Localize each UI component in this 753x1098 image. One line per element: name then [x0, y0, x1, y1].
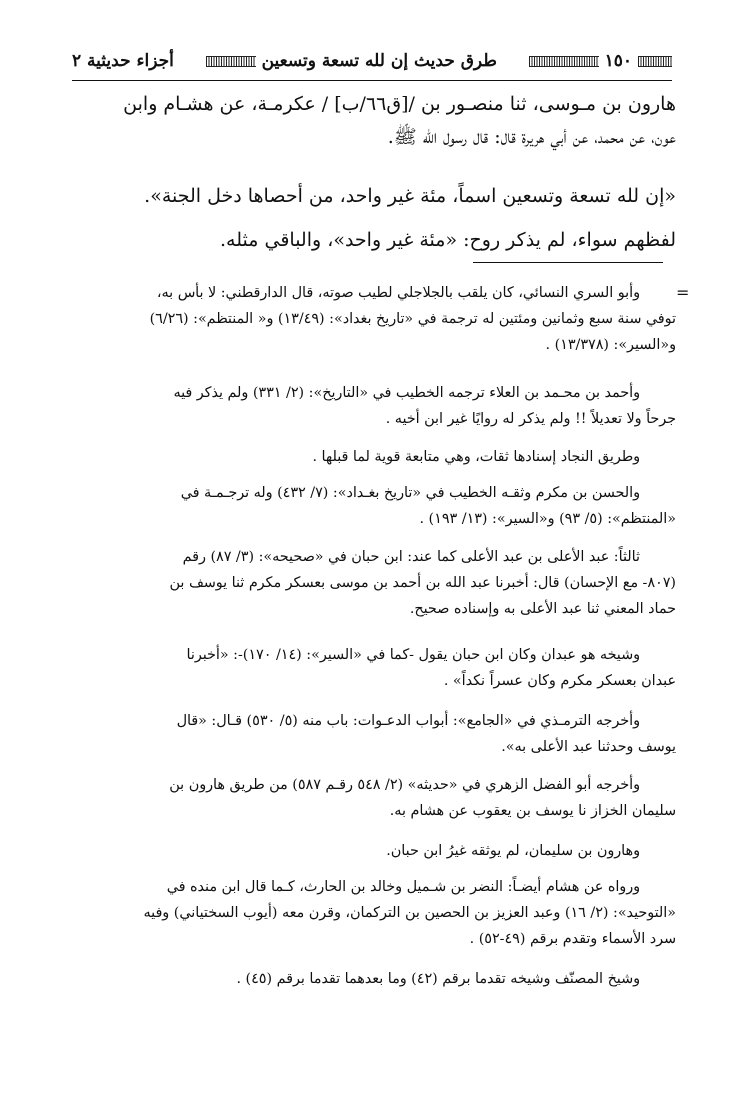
- book-title: طرق حديث إن لله تسعة وتسعين: [261, 51, 497, 71]
- series-title: أجزاء حديثية ٢: [72, 51, 174, 71]
- footnote-line: وأخرجه الترمـذي في «الجامع»: أبواب الدعـوات: باب منه (٥/ ٥٣٠) قـال: «قال: [176, 713, 640, 729]
- header-rule: [72, 80, 672, 81]
- footnote-line: جرحاً ولا تعديلاً !! ولم يذكر له روايًا غير ابن أخيه .: [385, 411, 676, 427]
- running-header: [72, 44, 672, 78]
- footnote-line: ورواه عن هشام أيضـاً: النضر بن شـميل وخالد بن الحارث، كـما قال ابن منده في: [166, 879, 640, 895]
- footnote: [70, 642, 676, 694]
- footnote-line: (٨٠٧- مع الإحسان) قال: أخبرنا عبد الله بن أحمد بن موسى بعسكر مكرم ثنا يوسف بن: [169, 575, 676, 591]
- footnote-line: «التوحيد»: (٢/ ١٦) وعبد العزيز بن الحصين بن التركمان، وقرن معه (أيوب السختياني) وفيه: [143, 905, 676, 921]
- hadith-text: [70, 180, 676, 213]
- footnote-line: وأبو السري النسائي، كان يلقب بالجلاجلي لطيب صوته، قال الدارقطني: لا بأس به،: [156, 285, 640, 301]
- footnote: [70, 544, 676, 622]
- footnote-line: يوسف وحدثنا عبد الأعلى به».: [501, 739, 676, 755]
- continuation-marker: =: [676, 283, 690, 302]
- footnote: [70, 444, 676, 470]
- footnote-line: وطريق النجاد إسنادها ثقات، وهي متابعة قوية لما قبلها .: [312, 449, 640, 465]
- footnote-line: حماد المعني ثنا عبد الأعلى به وإسناده صحيح.: [409, 601, 676, 617]
- main-line: هارون بن مـوسى، ثنا منصـور بن /[ق٦٦/ب] / عكرمـة، عن هشـام وابن: [123, 93, 676, 115]
- footnote-line: ثالثاً: عبد الأعلى بن عبد الأعلى كما عند: ابن حبان في «صحيحه»: (٣/ ٨٧) رقم: [182, 549, 640, 565]
- footnote: [70, 772, 676, 824]
- footnote-line: والحسن بن مكرم وثقـه الخطيب في «تاريخ بغـداد»: (٧/ ٤٣٢) وله ترجـمـة في: [180, 485, 640, 501]
- footnote: [70, 708, 676, 760]
- header-right-group: [529, 51, 672, 71]
- page-number: ١٥٠: [604, 51, 632, 71]
- footnote: [70, 380, 676, 432]
- footnote: [70, 966, 676, 992]
- header-ornament: [206, 56, 256, 67]
- header-left-group: [72, 51, 174, 71]
- footnote-line: سرد الأسماء وتقدم برقم (٤٩-٥٢) .: [469, 931, 676, 947]
- note-line: لفظهم سواء، لم يذكر روح: «مئة غير واحد»، والباقي مثله.: [220, 229, 676, 251]
- hadith-line: «إن لله تسعة وتسعين اسماً، مئة غير واحد، من أحصاها دخل الجنة».: [144, 185, 676, 207]
- header-ornament: [638, 56, 672, 67]
- footnote-line: سليمان الخزاز نا يوسف بن يعقوب عن هشام به.: [389, 803, 676, 819]
- footnote: [70, 838, 676, 864]
- main-line: عون، عن محمد، عن أبي هريرة قال: قال رسول الله ﷺ.: [387, 126, 676, 148]
- footnote: [70, 874, 676, 952]
- footnote-separator: [473, 262, 663, 263]
- footnote-line: وأحمد بن محـمد بن العلاء ترجمه الخطيب في «التاريخ»: (٢/ ٣٣١) ولم يذكر فيه: [173, 385, 640, 401]
- footnote-line: «المنتظم»: (٥/ ٩٣) و«السير»: (١٣/ ١٩٣) .: [419, 511, 676, 527]
- footnote-line: توفي سنة سبع وثمانين ومئتين له ترجمة في «تاريخ بغداد»: (١٣/٤٩) و« المنتظم»: (٦/٢٦): [149, 311, 676, 327]
- footnote-line: وهارون بن سليمان، لم يوثقه غيرُ ابن حبان.: [386, 843, 640, 859]
- footnote-line: وشيخ المصنّف وشيخه تقدما برقم (٤٢) وما بعدهما تقدما برقم (٤٥) .: [236, 971, 640, 987]
- footnote-line: عبدان بعسكر مكرم وكان عسراً نكداً» .: [443, 673, 676, 689]
- footnote-line: وشيخه هو عبدان وكان ابن حبان يقول -كما في «السير»: (١٤/ ١٧٠)-: «أخبرنا: [186, 647, 640, 663]
- main-text: [70, 88, 676, 154]
- header-center-group: [206, 51, 497, 71]
- footnote: [70, 480, 676, 532]
- header-ornament: [529, 56, 599, 67]
- footnote-line: وأخرجه أبو الفضل الزهري في «حديثه» (٢/ ٥٤٨ رقـم ٥٨٧) من طريق هارون بن: [169, 777, 640, 793]
- footnote-line: و«السير»: (١٣/٣٧٨) .: [545, 337, 676, 353]
- main-note: [70, 224, 676, 257]
- footnote: [70, 280, 676, 358]
